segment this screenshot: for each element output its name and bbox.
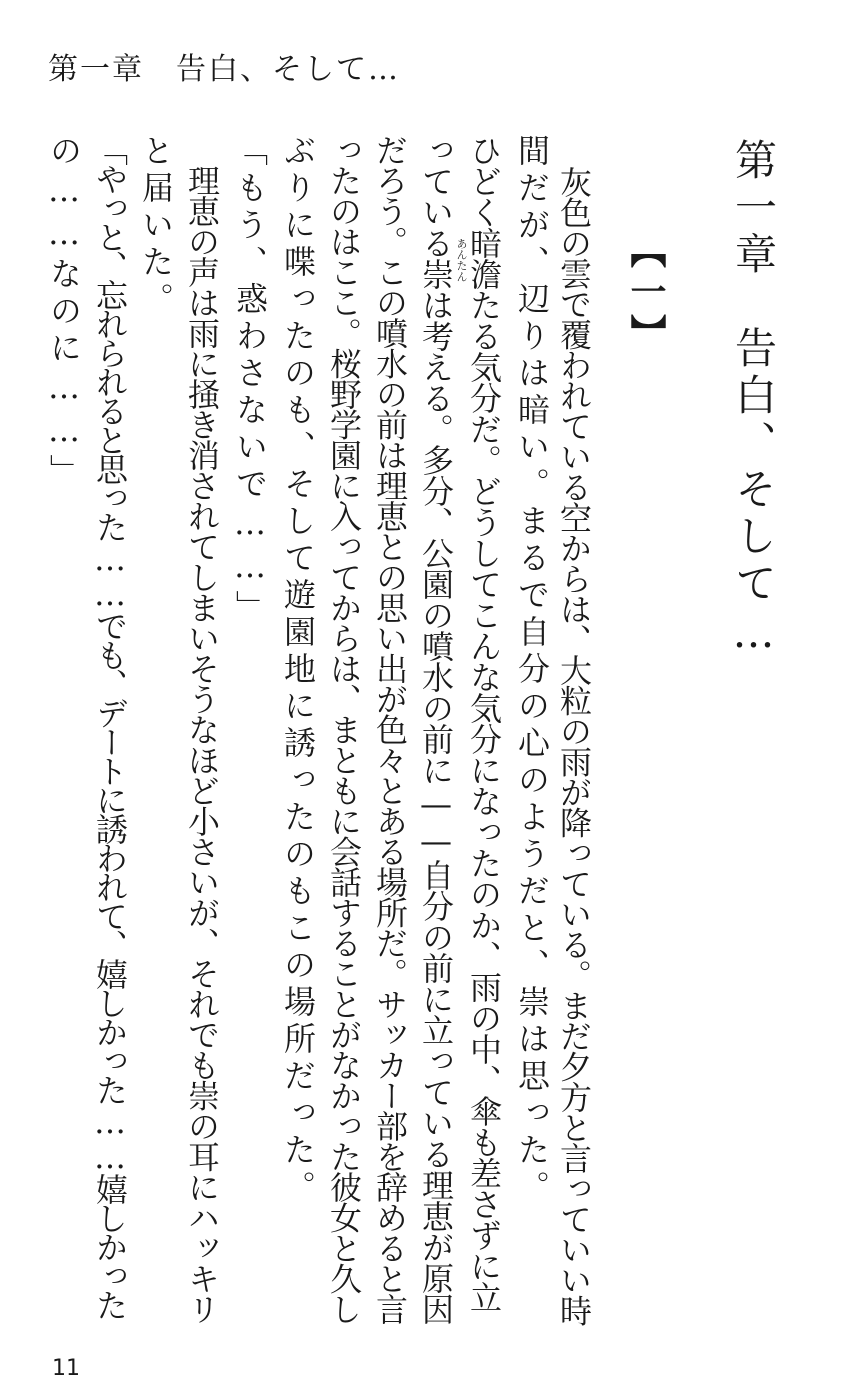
text-column: 「やっと、忘れられると思った……でも、デートに誘われて、嬉しかった……嬉しかった	[91, 134, 129, 1318]
section-mark: 【一】	[625, 232, 667, 355]
text-column: ったのはここ。桜野学園に入ってからは、まともに会話することがなかった彼女と久し	[325, 134, 363, 1324]
text-column: だろう。この噴水の前は理恵との思い出が色々とある場所だ。サッカー部を辞めると言	[371, 134, 409, 1324]
text-column: ひどく暗澹たる気分だ。どうしてこんな気分になったのか、雨の中、傘も差さずに立	[465, 134, 503, 1312]
running-head: 第一章 告白、そして…	[48, 52, 400, 87]
text-column: 灰色の雲で覆われている空からは、大粒の雨が降っている。まだ夕方と言っていい時	[555, 166, 593, 1325]
text-column: 「もう、惑わさないで……」	[231, 134, 269, 627]
text-column: ぶりに喋ったのも、そして遊園地に誘ったのもこの場所だった。	[279, 134, 317, 1207]
ruby-annotation: あんたん	[455, 238, 468, 282]
text-column: の……なのに……」	[45, 134, 83, 491]
text-column: と届いた。	[137, 134, 175, 319]
chapter-title: 第一章 告白、そして…	[729, 138, 778, 662]
text-column: っている崇は考える。多分、公園の噴水の前に——自分の前に立っている理恵が原因	[417, 134, 455, 1324]
text-column: 理恵の声は雨に掻き消されてしまいそうなほど小さいが、それでも崇の耳にハッキリ	[183, 134, 221, 1324]
page-number: 11	[52, 1356, 80, 1381]
text-column: 間だが、辺りは暗い。まるで自分の心のようだと、崇は思った。	[513, 134, 551, 1207]
